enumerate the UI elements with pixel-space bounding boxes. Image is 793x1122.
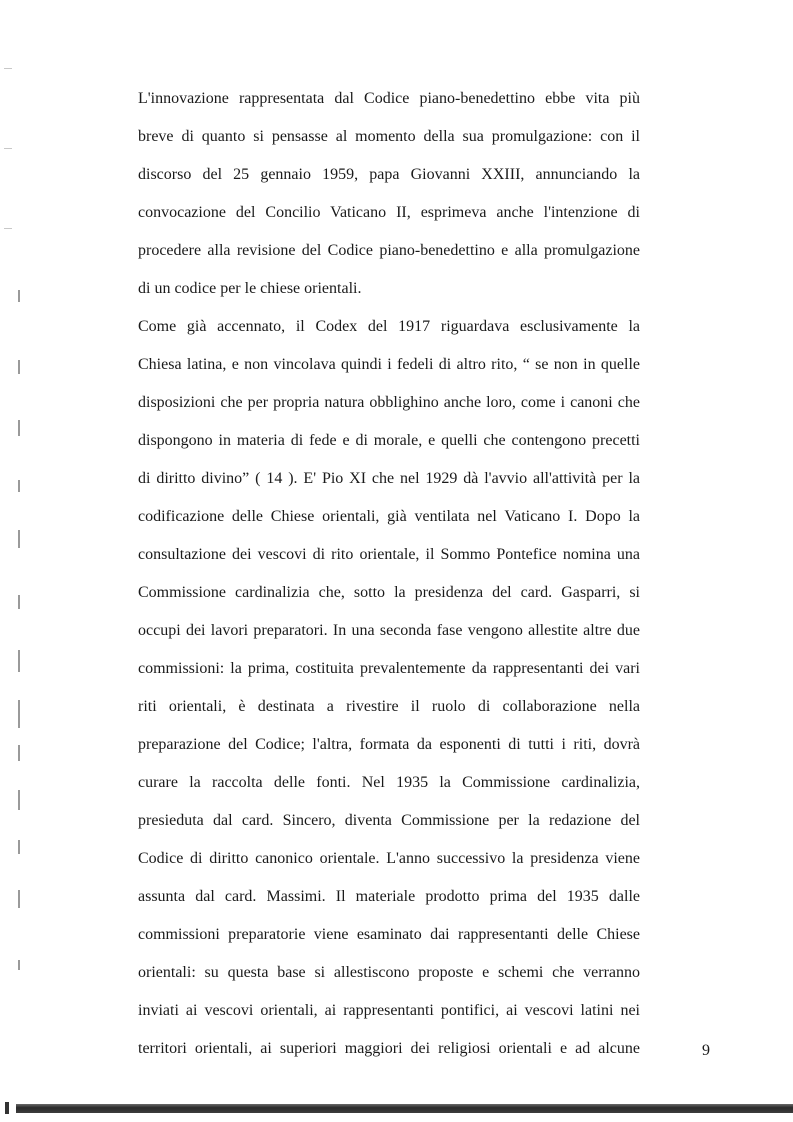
scan-artifact [18,790,20,810]
text-line: orientali: su questa base si allestiscono proposte e schemi che verranno [138,964,640,981]
text-line: codificazione delle Chiese orientali, già ventilata nel Vaticano I. Dopo la [138,508,640,525]
text-line: Come già accennato, il Codex del 1917 riguardava esclusivamente la [138,318,640,335]
text-line: procedere alla revisione del Codice piano-benedettino e alla promulgazione [138,242,640,259]
text-line: convocazione del Concilio Vaticano II, esprimeva anche l'intenzione di [138,204,640,221]
scan-artifact [18,595,20,609]
scan-artifact [18,650,20,672]
body-text [138,80,640,1068]
scan-artifact [18,840,20,854]
text-line: territori orientali, ai superiori maggiori dei religiosi orientali e ad alcune [138,1040,640,1057]
scan-artifact [18,700,20,728]
scan-artifact [4,148,12,149]
text-line: curare la raccolta delle fonti. Nel 1935 la Commissione cardinalizia, [138,774,640,791]
text-line: inviati ai vescovi orientali, ai rappresentanti pontifici, ai vescovi latini nei [138,1002,640,1019]
text-line: commissioni preparatorie viene esaminato dai rappresentanti delle Chiese [138,926,640,943]
text-line: occupi dei lavori preparatori. In una seconda fase vengono allestite altre due [138,622,640,639]
scan-artifact [18,745,20,761]
text-line: disposizioni che per propria natura obblighino anche loro, come i canoni che [138,394,640,411]
scan-artifact [18,420,20,436]
text-line: discorso del 25 gennaio 1959, papa Giovanni XXIII, annunciando la [138,166,640,183]
text-line: di un codice per le chiese orientali. [138,280,362,297]
scan-artifact [5,1102,9,1114]
page-number: 9 [702,1042,710,1059]
text-line: commissioni: la prima, costituita prevalentemente da rappresentanti dei vari [138,660,640,677]
text-line: dispongono in materia di fede e di morale, e quelli che contengono precetti [138,432,640,449]
text-line: riti orientali, è destinata a rivestire il ruolo di collaborazione nella [138,698,640,715]
scan-artifact [18,480,20,492]
text-line: Chiesa latina, e non vincolava quindi i fedeli di altro rito, “ se non in quelle [138,356,640,373]
scan-artifact [18,290,20,302]
text-line: L'innovazione rappresentata dal Codice piano-benedettino ebbe vita più [138,90,640,107]
text-line: Commissione cardinalizia che, sotto la presidenza del card. Gasparri, si [138,584,640,601]
scan-artifact [18,890,20,908]
text-line: consultazione dei vescovi di rito orientale, il Sommo Pontefice nomina una [138,546,640,563]
text-line: breve di quanto si pensasse al momento della sua promulgazione: con il [138,128,640,145]
text-line: Codice di diritto canonico orientale. L'anno successivo la presidenza viene [138,850,640,867]
text-line: preparazione del Codice; l'altra, formata da esponenti di tutti i riti, dovrà [138,736,640,753]
text-line: assunta dal card. Massimi. Il materiale prodotto prima del 1935 dalle [138,888,640,905]
text-line: presieduta dal card. Sincero, diventa Commissione per la redazione del [138,812,640,829]
scan-artifact [18,360,20,374]
scan-artifact [18,960,20,970]
scan-artifact [4,228,12,229]
scan-edge-bar [16,1104,793,1113]
text-line: di diritto divino” ( 14 ). E' Pio XI che nel 1929 dà l'avvio all'attività per la [138,470,640,487]
scan-artifact [18,530,20,548]
scan-artifact [4,68,12,69]
